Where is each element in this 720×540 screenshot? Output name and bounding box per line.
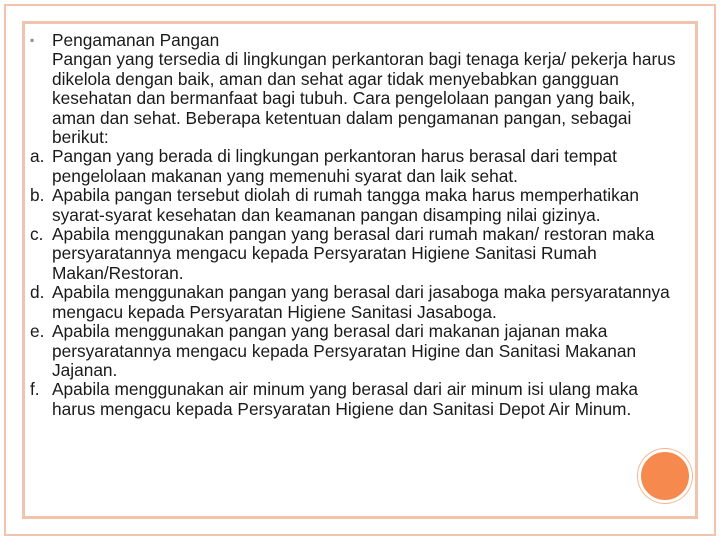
provision-list [30, 147, 680, 419]
list-item-text: Apabila menggunakan pangan yang berasal dari jasaboga maka persyaratannya mengacu kepada Persyaratan Higiene Sanitasi Jasaboga. [52, 282, 670, 322]
slide-content [30, 31, 680, 419]
accent-circle [638, 449, 692, 503]
bullet-icon: ▪ [30, 33, 35, 47]
list-item-marker: f. [30, 379, 40, 400]
list-item-marker: e. [30, 321, 45, 342]
intro-paragraph [30, 31, 680, 147]
list-item [30, 380, 680, 419]
list-item [30, 225, 680, 283]
list-item-text: Apabila menggunakan pangan yang berasal dari rumah makan/ restoran maka persyaratannya mengacu kepada Persyaratan Higiene Sanitasi Rumah Makan/Restoran. [52, 224, 655, 283]
list-item-marker: d. [30, 282, 45, 303]
list-item-text: Pangan yang berada di lingkungan perkantoran harus berasal dari tempat pengelolaan makanan yang memenuhi syarat dan laik sehat. [52, 146, 617, 186]
list-item-marker: c. [30, 224, 44, 245]
list-item [30, 322, 680, 380]
list-item-text: Apabila pangan tersebut diolah di rumah tangga maka harus memperhatikan syarat-syarat kesehatan dan keamanan pangan disamping nilai gizinya. [52, 185, 639, 225]
list-item [30, 283, 680, 322]
list-item [30, 186, 680, 225]
section-heading: Pengamanan Pangan [52, 30, 220, 50]
intro-text: Pangan yang tersedia di lingkungan perkantoran bagi tenaga kerja/ pekerja harus dikelola dengan baik, aman dan sehat agar tidak menyebabkan gangguan kesehatan dan bermanfaat bagi tubuh. Cara pengelolaan pangan yang baik, aman dan sehat. Beberapa ketentuan dalam pengamanan pangan, sebagai berikut: [52, 49, 676, 148]
list-item-marker: b. [30, 185, 45, 206]
list-item-marker: a. [30, 146, 45, 167]
list-item-text: Apabila menggunakan pangan yang berasal dari makanan jajanan maka persyaratannya mengacu kepada Persyaratan Higine dan Sanitasi Makanan Jajanan. [52, 321, 637, 380]
list-item [30, 147, 680, 186]
list-item-text: Apabila menggunakan air minum yang berasal dari air minum isi ulang maka harus mengacu kepada Persyaratan Higiene dan Sanitasi Depot Air Minum. [52, 379, 638, 419]
